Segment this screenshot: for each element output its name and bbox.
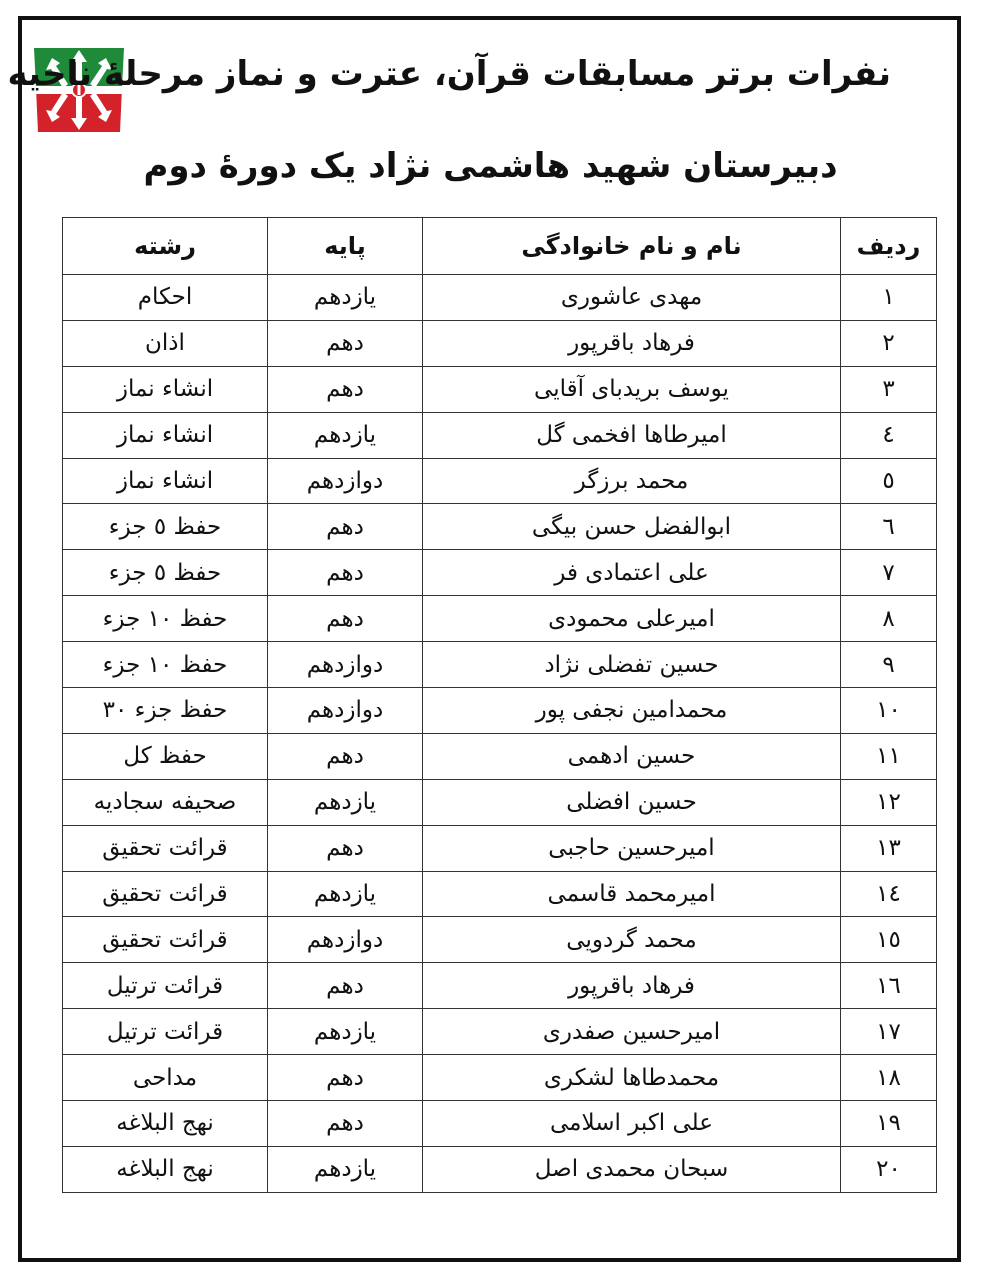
cell-name: امیرحسین صفدری — [423, 1009, 841, 1055]
cell-grade: یازدهم — [268, 1009, 423, 1055]
table-row — [63, 412, 937, 458]
cell-field: مداحی — [63, 1055, 268, 1101]
cell-field: نهج البلاغه — [63, 1101, 268, 1147]
cell-grade: دهم — [268, 596, 423, 642]
cell-field: حفظ کل — [63, 733, 268, 779]
cell-name: محمدطاها لشکری — [423, 1055, 841, 1101]
cell-index: ۱۸ — [841, 1055, 937, 1101]
table-row — [63, 825, 937, 871]
table-row — [63, 871, 937, 917]
cell-grade: دهم — [268, 733, 423, 779]
cell-index: ۱ — [841, 275, 937, 321]
cell-grade: دهم — [268, 504, 423, 550]
cell-name: محمدامین نجفی پور — [423, 688, 841, 734]
table-row — [63, 642, 937, 688]
table-row — [63, 1146, 937, 1192]
cell-index: ٤ — [841, 412, 937, 458]
winners-table — [62, 217, 937, 1193]
cell-index: ٦ — [841, 504, 937, 550]
cell-index: ۸ — [841, 596, 937, 642]
table-row — [63, 917, 937, 963]
cell-index: ۱٥ — [841, 917, 937, 963]
cell-field: قرائت تحقیق — [63, 871, 268, 917]
cell-grade: دهم — [268, 1101, 423, 1147]
table-row — [63, 733, 937, 779]
cell-field: صحیفه سجادیه — [63, 779, 268, 825]
cell-field: قرائت تحقیق — [63, 917, 268, 963]
cell-field: حفظ ٥ جزء — [63, 550, 268, 596]
cell-index: ۲ — [841, 320, 937, 366]
table-header-row — [63, 218, 937, 275]
cell-name: مهدی عاشوری — [423, 275, 841, 321]
cell-grade: دهم — [268, 963, 423, 1009]
cell-index: ۱۹ — [841, 1101, 937, 1147]
cell-name: امیرعلی محمودی — [423, 596, 841, 642]
cell-index: ۱۷ — [841, 1009, 937, 1055]
cell-grade: دهم — [268, 825, 423, 871]
cell-name: علی اکبر اسلامی — [423, 1101, 841, 1147]
cell-name: محمد برزگر — [423, 458, 841, 504]
cell-field: اذان — [63, 320, 268, 366]
cell-grade: دوازدهم — [268, 688, 423, 734]
cell-grade: یازدهم — [268, 275, 423, 321]
cell-grade: دهم — [268, 366, 423, 412]
cell-field: حفظ ۱۰ جزء — [63, 596, 268, 642]
cell-name: سبحان محمدی اصل — [423, 1146, 841, 1192]
cell-name: امیرمحمد قاسمی — [423, 871, 841, 917]
table-row — [63, 366, 937, 412]
cell-index: ۱۱ — [841, 733, 937, 779]
table-row — [63, 596, 937, 642]
cell-grade: دهم — [268, 550, 423, 596]
cell-name: حسین ادهمی — [423, 733, 841, 779]
cell-grade: دوازدهم — [268, 642, 423, 688]
cell-name: ابوالفضل حسن بیگی — [423, 504, 841, 550]
column-header-field: رشته — [63, 218, 268, 275]
cell-index: ٥ — [841, 458, 937, 504]
cell-field: قرائت تحقیق — [63, 825, 268, 871]
cell-index: ۷ — [841, 550, 937, 596]
cell-field: انشاء نماز — [63, 366, 268, 412]
cell-grade: دهم — [268, 320, 423, 366]
cell-name: حسین افضلی — [423, 779, 841, 825]
cell-grade: دوازدهم — [268, 917, 423, 963]
cell-index: ۱۰ — [841, 688, 937, 734]
cell-name: فرهاد باقرپور — [423, 320, 841, 366]
cell-field: انشاء نماز — [63, 458, 268, 504]
table-row — [63, 1101, 937, 1147]
page-title: نفرات برتر مسابقات قرآن، عترت و نماز مرحلهٔ ناحیه — [7, 54, 891, 94]
cell-index: ۲۰ — [841, 1146, 937, 1192]
cell-name: امیرحسین حاجبی — [423, 825, 841, 871]
table-row — [63, 1009, 937, 1055]
column-header-index: ردیف — [841, 218, 937, 275]
cell-field: احکام — [63, 275, 268, 321]
cell-grade: دهم — [268, 1055, 423, 1101]
cell-grade: دوازدهم — [268, 458, 423, 504]
table-row — [63, 1055, 937, 1101]
cell-index: ۹ — [841, 642, 937, 688]
page-subtitle: دبیرستان شهید هاشمی نژاد یک دورهٔ دوم — [143, 146, 838, 186]
column-header-grade: پایه — [268, 218, 423, 275]
table-row — [63, 504, 937, 550]
column-header-name: نام و نام خانوادگی — [423, 218, 841, 275]
cell-index: ۱٦ — [841, 963, 937, 1009]
cell-grade: یازدهم — [268, 1146, 423, 1192]
cell-field: حفظ ٥ جزء — [63, 504, 268, 550]
cell-index: ۱۳ — [841, 825, 937, 871]
table-row — [63, 779, 937, 825]
cell-index: ۱٤ — [841, 871, 937, 917]
table-row — [63, 963, 937, 1009]
cell-index: ۳ — [841, 366, 937, 412]
cell-name: یوسف بریدبای آقایی — [423, 366, 841, 412]
table-row — [63, 458, 937, 504]
cell-field: حفظ جزء ۳۰ — [63, 688, 268, 734]
cell-field: قرائت ترتیل — [63, 963, 268, 1009]
table-row — [63, 320, 937, 366]
cell-index: ۱۲ — [841, 779, 937, 825]
cell-name: حسین تفضلی نژاد — [423, 642, 841, 688]
cell-grade: یازدهم — [268, 779, 423, 825]
cell-grade: یازدهم — [268, 871, 423, 917]
cell-field: حفظ ۱۰ جزء — [63, 642, 268, 688]
cell-name: علی اعتمادی فر — [423, 550, 841, 596]
cell-field: انشاء نماز — [63, 412, 268, 458]
cell-field: نهج البلاغه — [63, 1146, 268, 1192]
cell-field: قرائت ترتیل — [63, 1009, 268, 1055]
cell-name: فرهاد باقرپور — [423, 963, 841, 1009]
table-row — [63, 550, 937, 596]
cell-name: امیرطاها افخمی گل — [423, 412, 841, 458]
table-row — [63, 688, 937, 734]
cell-grade: یازدهم — [268, 412, 423, 458]
cell-name: محمد گردویی — [423, 917, 841, 963]
table-row — [63, 275, 937, 321]
